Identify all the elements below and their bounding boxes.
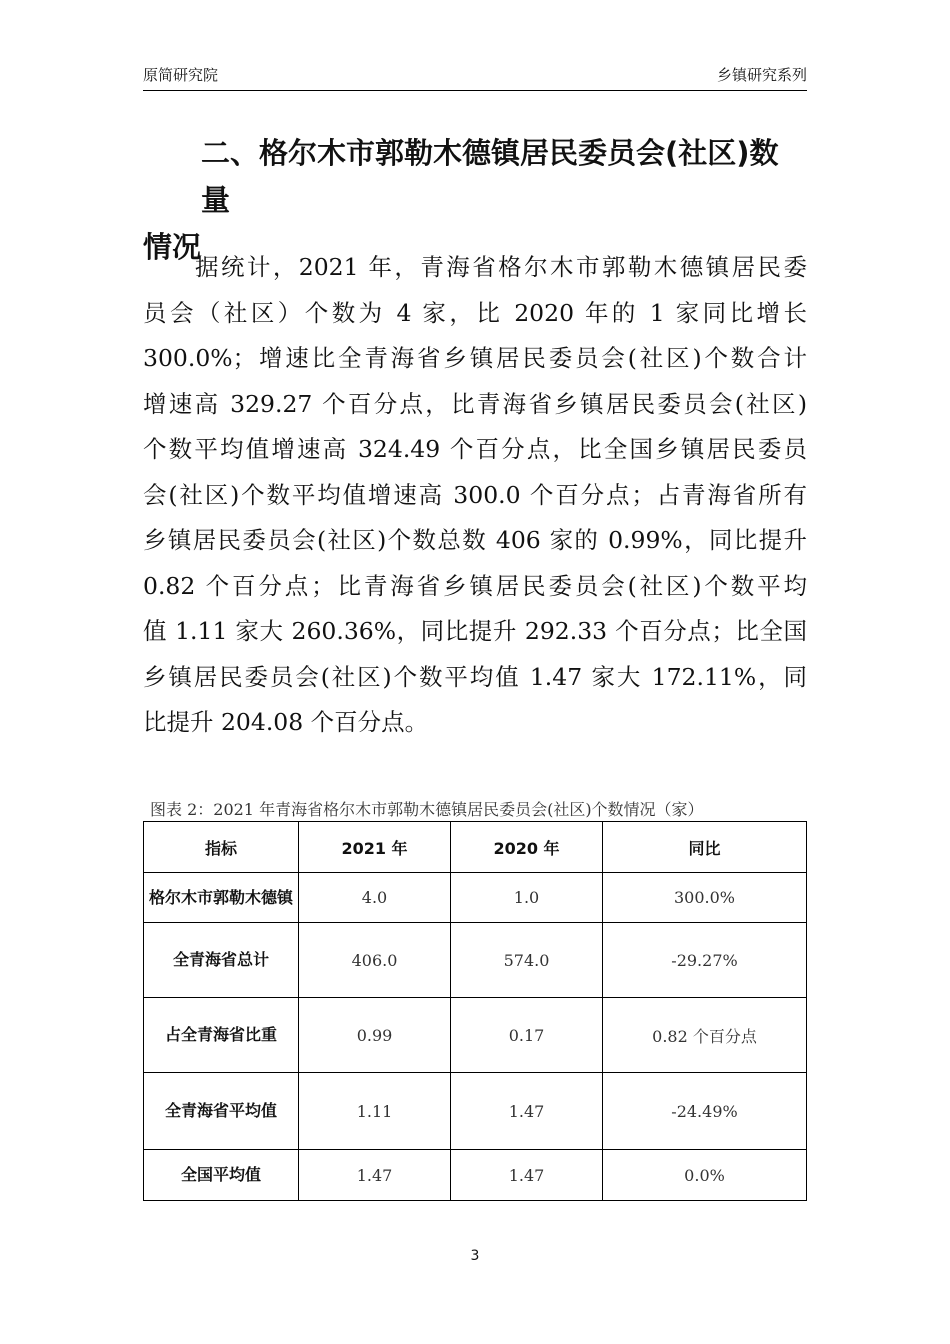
body-paragraph <box>143 245 807 746</box>
page-number: 3 <box>470 1248 480 1264</box>
table-caption: 图表 2：2021 年青海省格尔木市郭勒木德镇居民委员会(社区)个数情况（家） <box>150 800 704 819</box>
body-line: 比提升 204.08 个百分点。 <box>143 708 429 736</box>
row-label: 全青海省平均值 <box>144 1073 299 1150</box>
body-line: 会(社区)个数平均值增速高 300.0 个百分点；占青海省所有 <box>143 480 807 509</box>
cell: 1.47 <box>451 1073 603 1150</box>
body-line: 员会（社区）个数为 4 家，比 2020 年的 1 家同比增长 <box>143 298 807 327</box>
header-cell: 同比 <box>603 822 807 873</box>
table-row <box>144 873 807 923</box>
body-line: 乡镇居民委员会(社区)个数总数 406 家的 0.99%，同比提升 <box>143 526 807 554</box>
row-label: 格尔木市郭勒木德镇 <box>144 873 299 923</box>
cell: 0.99 <box>299 998 451 1073</box>
cell: -24.49% <box>603 1073 807 1150</box>
cell: 406.0 <box>299 923 451 998</box>
header-cell: 2020 年 <box>451 822 603 873</box>
cell: 574.0 <box>451 923 603 998</box>
data-table <box>143 821 807 1201</box>
table-row <box>144 923 807 998</box>
cell: 1.11 <box>299 1073 451 1150</box>
title-line-2: 情况 <box>143 230 202 264</box>
body-line: 增速高 329.27 个百分点，比青海省乡镇居民委员会(社区) <box>143 389 807 418</box>
title-line-1: 二、格尔木市郭勒木德镇居民委员会(社区)数量 <box>201 136 779 217</box>
cell: 4.0 <box>299 873 451 923</box>
table-row <box>144 1150 807 1201</box>
body-line: 个数平均值增速高 324.49 个百分点，比全国乡镇居民委员 <box>143 435 807 463</box>
cell: 300.0% <box>603 873 807 923</box>
cell: 1.47 <box>451 1150 603 1201</box>
table-row <box>144 1073 807 1150</box>
header-cell: 2021 年 <box>299 822 451 873</box>
header-divider <box>143 90 807 91</box>
table-header-row <box>144 822 807 873</box>
cell: 1.0 <box>451 873 603 923</box>
row-label: 全青海省总计 <box>144 923 299 998</box>
header-series: 乡镇研究系列 <box>716 66 807 84</box>
body-line: 0.82 个百分点；比青海省乡镇居民委员会(社区)个数平均 <box>143 571 807 600</box>
header-org: 原简研究院 <box>143 66 219 84</box>
row-label: 全国平均值 <box>144 1150 299 1201</box>
header-cell: 指标 <box>144 822 299 873</box>
cell: 0.17 <box>451 998 603 1073</box>
cell: 0.0% <box>603 1150 807 1201</box>
body-line: 乡镇居民委员会(社区)个数平均值 1.47 家大 172.11%，同 <box>143 662 807 691</box>
body-line: 值 1.11 家大 260.36%，同比提升 292.33 个百分点；比全国 <box>143 617 807 645</box>
body-line: 300.0%；增速比全青海省乡镇居民委员会(社区)个数合计 <box>143 344 807 372</box>
cell: 0.82 个百分点 <box>603 998 807 1073</box>
table-row <box>144 998 807 1073</box>
row-label: 占全青海省比重 <box>144 998 299 1073</box>
cell: -29.27% <box>603 923 807 998</box>
cell: 1.47 <box>299 1150 451 1201</box>
body-line: 据统计，2021 年，青海省格尔木市郭勒木德镇居民委 <box>195 253 807 281</box>
